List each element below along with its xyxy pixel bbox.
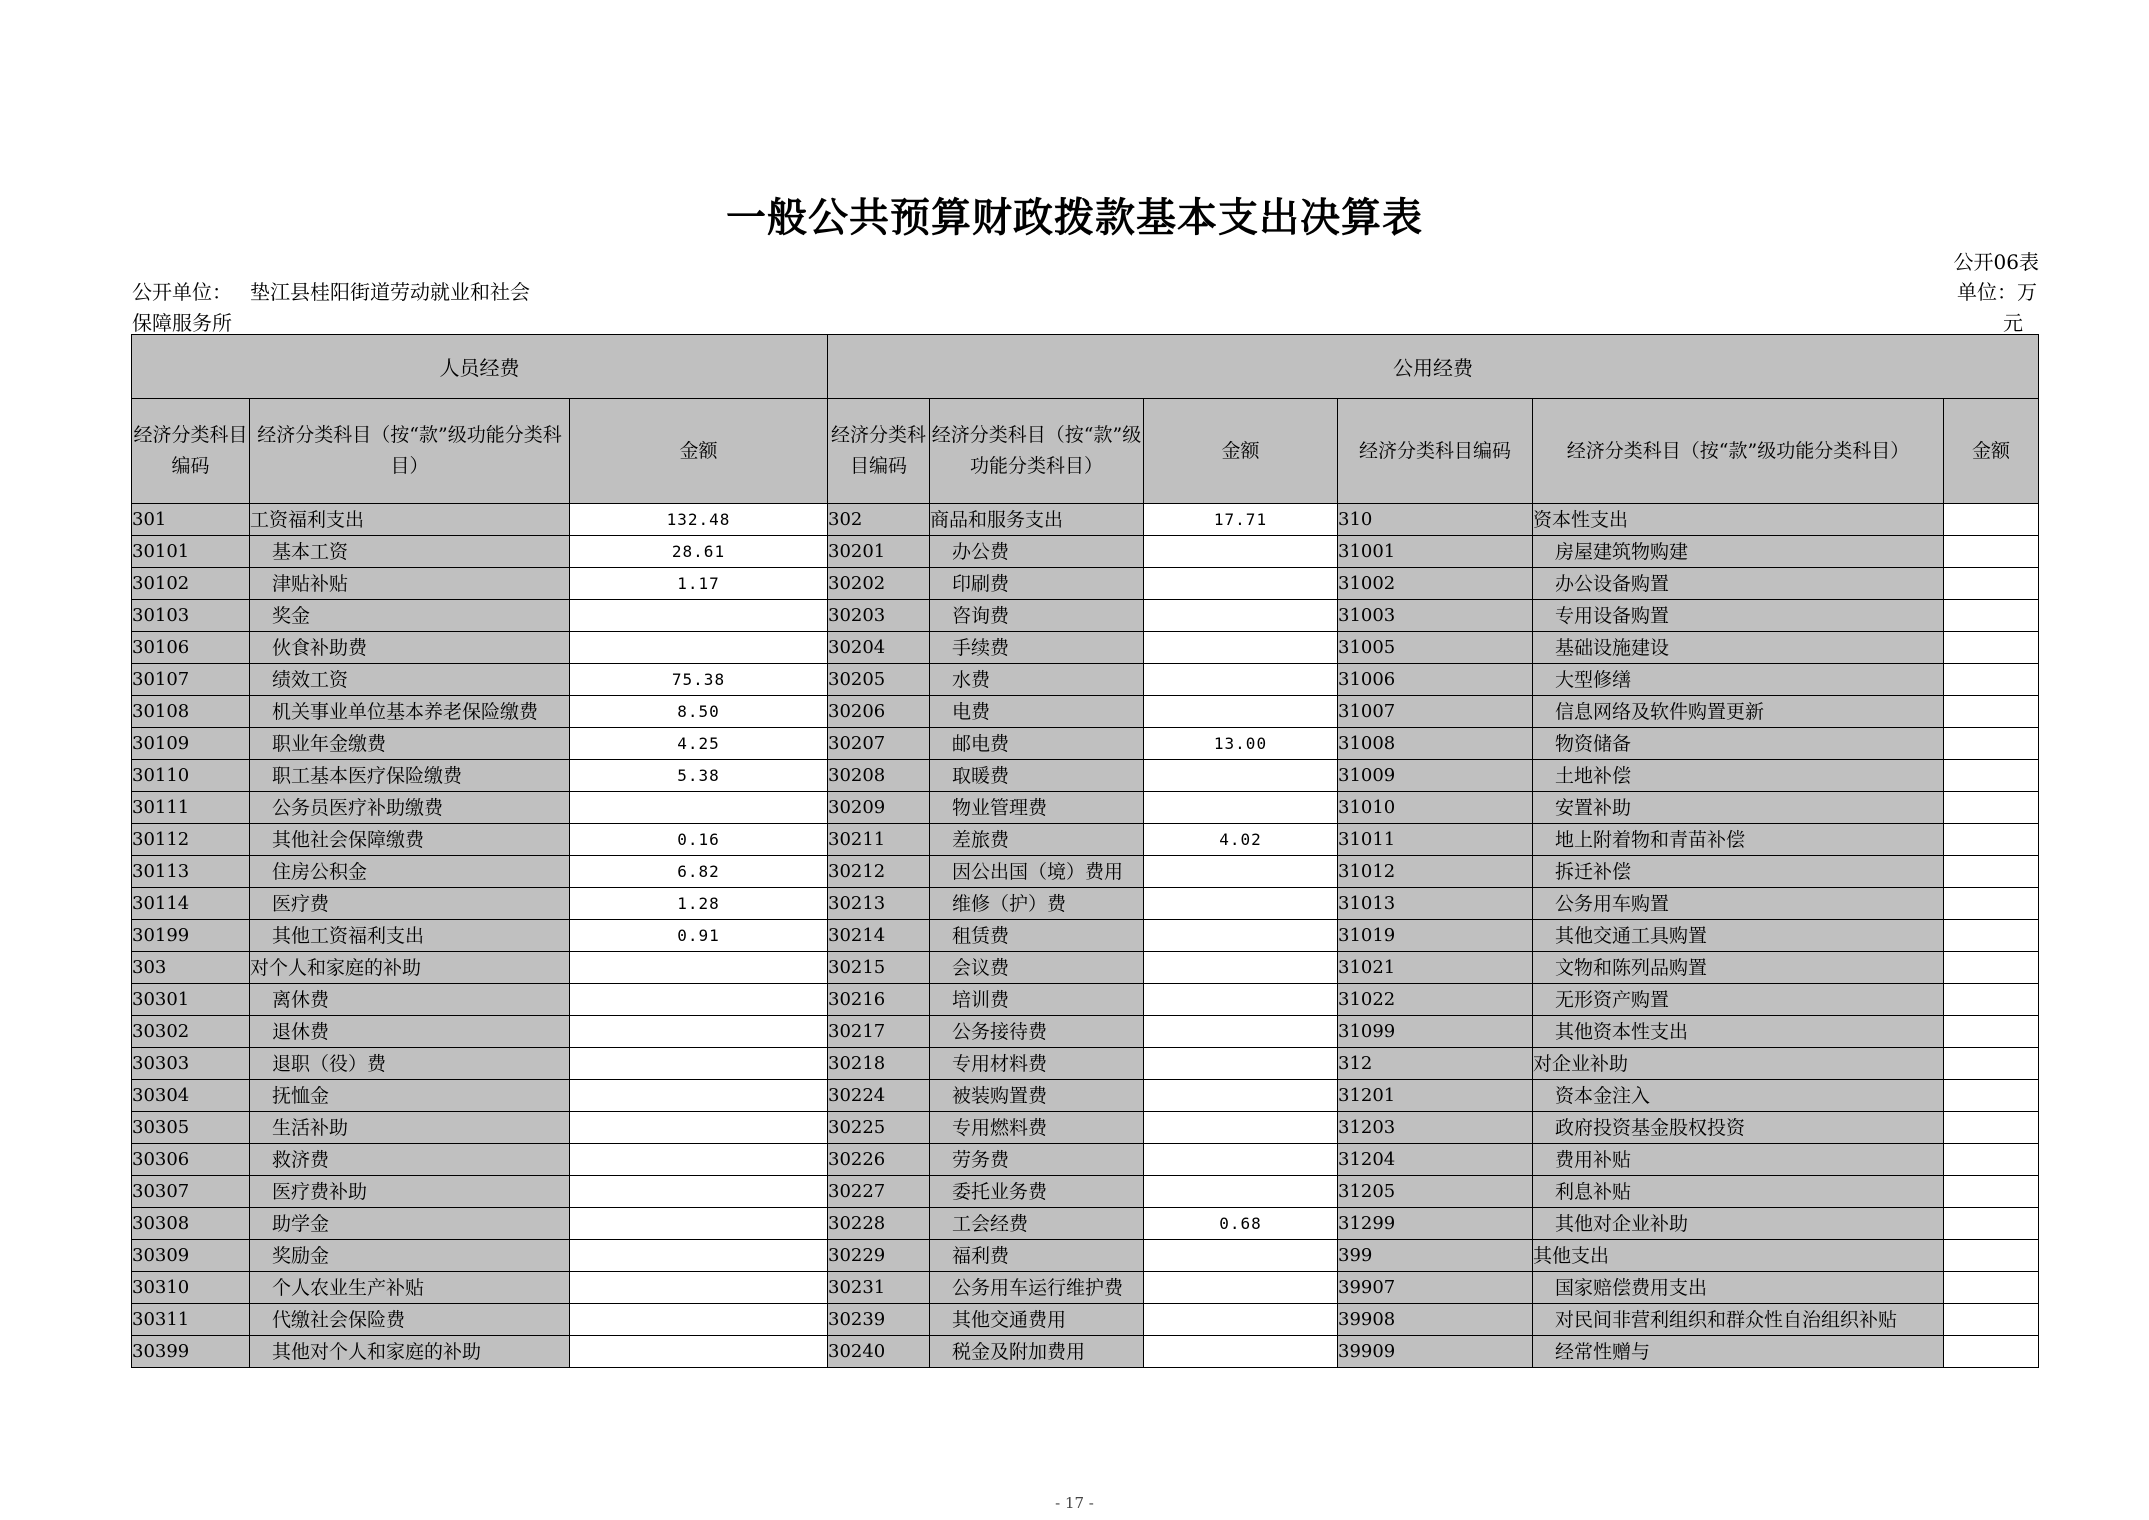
service-code-cell: 30204	[828, 632, 930, 664]
personnel-name-cell: 绩效工资	[250, 664, 570, 696]
capital-name-cell: 房屋建筑物购建	[1533, 536, 1944, 568]
service-name-cell: 工会经费	[930, 1208, 1144, 1240]
personnel-name-cell: 离休费	[250, 984, 570, 1016]
personnel-amount-cell	[570, 952, 828, 984]
service-name-cell: 邮电费	[930, 728, 1144, 760]
table-row	[132, 696, 2039, 728]
personnel-code-cell: 30310	[132, 1272, 250, 1304]
capital-amount-cell	[1944, 1304, 2039, 1336]
capital-amount-cell	[1944, 984, 2039, 1016]
capital-code-cell: 31012	[1338, 856, 1533, 888]
col-header-capital-code: 经济分类科目编码	[1338, 399, 1533, 504]
service-amount-cell	[1144, 1336, 1338, 1368]
capital-amount-cell	[1944, 600, 2039, 632]
personnel-name-cell: 机关事业单位基本养老保险缴费	[250, 696, 570, 728]
service-amount-cell	[1144, 536, 1338, 568]
personnel-name-cell: 职业年金缴费	[250, 728, 570, 760]
personnel-code-cell: 30304	[132, 1080, 250, 1112]
table-row	[132, 792, 2039, 824]
service-name-cell: 专用材料费	[930, 1048, 1144, 1080]
personnel-code-cell: 301	[132, 504, 250, 536]
capital-name-cell: 办公设备购置	[1533, 568, 1944, 600]
reporting-unit	[132, 277, 530, 339]
service-amount-cell	[1144, 984, 1338, 1016]
service-amount-cell	[1144, 856, 1338, 888]
personnel-code-cell: 30301	[132, 984, 250, 1016]
capital-amount-cell	[1944, 1048, 2039, 1080]
capital-amount-cell	[1944, 1112, 2039, 1144]
service-amount-cell: 13.00	[1144, 728, 1338, 760]
currency-line2: 元	[2003, 311, 2023, 335]
personnel-amount-cell: 0.16	[570, 824, 828, 856]
personnel-name-cell: 对个人和家庭的补助	[250, 952, 570, 984]
service-name-cell: 物业管理费	[930, 792, 1144, 824]
personnel-name-cell: 助学金	[250, 1208, 570, 1240]
capital-amount-cell	[1944, 664, 2039, 696]
service-name-cell: 手续费	[930, 632, 1144, 664]
capital-name-cell: 无形资产购置	[1533, 984, 1944, 1016]
personnel-code-cell: 30307	[132, 1176, 250, 1208]
personnel-name-cell: 个人农业生产补贴	[250, 1272, 570, 1304]
service-code-cell: 30211	[828, 824, 930, 856]
service-amount-cell	[1144, 600, 1338, 632]
table-row	[132, 760, 2039, 792]
table-row	[132, 1176, 2039, 1208]
capital-name-cell: 安置补助	[1533, 792, 1944, 824]
service-amount-cell: 4.02	[1144, 824, 1338, 856]
service-code-cell: 30226	[828, 1144, 930, 1176]
capital-code-cell: 31002	[1338, 568, 1533, 600]
personnel-code-cell: 30108	[132, 696, 250, 728]
col-header-personnel-name: 经济分类科目（按“款”级功能分类科目）	[250, 399, 570, 504]
capital-amount-cell	[1944, 856, 2039, 888]
personnel-name-cell: 救济费	[250, 1144, 570, 1176]
personnel-code-cell: 30106	[132, 632, 250, 664]
service-amount-cell	[1144, 888, 1338, 920]
capital-name-cell: 信息网络及软件购置更新	[1533, 696, 1944, 728]
capital-amount-cell	[1944, 1336, 2039, 1368]
capital-name-cell: 基础设施建设	[1533, 632, 1944, 664]
service-code-cell: 30225	[828, 1112, 930, 1144]
service-code-cell: 30201	[828, 536, 930, 568]
table-row	[132, 568, 2039, 600]
service-amount-cell	[1144, 1240, 1338, 1272]
service-amount-cell	[1144, 760, 1338, 792]
personnel-name-cell: 生活补助	[250, 1112, 570, 1144]
table-row	[132, 728, 2039, 760]
capital-name-cell: 政府投资基金股权投资	[1533, 1112, 1944, 1144]
capital-code-cell: 31011	[1338, 824, 1533, 856]
capital-name-cell: 拆迁补偿	[1533, 856, 1944, 888]
currency-unit	[1957, 277, 2037, 339]
personnel-name-cell: 医疗费补助	[250, 1176, 570, 1208]
personnel-amount-cell	[570, 984, 828, 1016]
service-code-cell: 30214	[828, 920, 930, 952]
service-name-cell: 咨询费	[930, 600, 1144, 632]
personnel-code-cell: 30112	[132, 824, 250, 856]
personnel-code-cell: 30399	[132, 1336, 250, 1368]
personnel-name-cell: 其他对个人和家庭的补助	[250, 1336, 570, 1368]
service-code-cell: 30213	[828, 888, 930, 920]
capital-code-cell: 31007	[1338, 696, 1533, 728]
capital-code-cell: 31205	[1338, 1176, 1533, 1208]
capital-code-cell: 31203	[1338, 1112, 1533, 1144]
capital-name-cell: 资本性支出	[1533, 504, 1944, 536]
capital-amount-cell	[1944, 696, 2039, 728]
capital-amount-cell	[1944, 824, 2039, 856]
personnel-code-cell: 30114	[132, 888, 250, 920]
personnel-amount-cell	[570, 1176, 828, 1208]
col-header-service-code: 经济分类科目编码	[828, 399, 930, 504]
personnel-code-cell: 30306	[132, 1144, 250, 1176]
capital-amount-cell	[1944, 1208, 2039, 1240]
unit-label: 公开单位：	[132, 280, 232, 304]
capital-code-cell: 39908	[1338, 1304, 1533, 1336]
unit-name-line1: 垫江县桂阳街道劳动就业和社会	[250, 280, 530, 304]
capital-amount-cell	[1944, 792, 2039, 824]
service-amount-cell	[1144, 568, 1338, 600]
service-code-cell: 30217	[828, 1016, 930, 1048]
capital-name-cell: 其他对企业补助	[1533, 1208, 1944, 1240]
capital-name-cell: 资本金注入	[1533, 1080, 1944, 1112]
table-row	[132, 1144, 2039, 1176]
capital-amount-cell	[1944, 1016, 2039, 1048]
service-amount-cell	[1144, 1048, 1338, 1080]
table-body	[132, 504, 2039, 1368]
service-code-cell: 30208	[828, 760, 930, 792]
col-header-capital-amount: 金额	[1944, 399, 2039, 504]
service-amount-cell	[1144, 1016, 1338, 1048]
capital-amount-cell	[1944, 568, 2039, 600]
service-amount-cell	[1144, 792, 1338, 824]
service-code-cell: 30202	[828, 568, 930, 600]
service-code-cell: 30215	[828, 952, 930, 984]
capital-amount-cell	[1944, 1272, 2039, 1304]
personnel-amount-cell	[570, 1272, 828, 1304]
service-name-cell: 办公费	[930, 536, 1144, 568]
capital-name-cell: 国家赔偿费用支出	[1533, 1272, 1944, 1304]
personnel-name-cell: 公务员医疗补助缴费	[250, 792, 570, 824]
table-row	[132, 920, 2039, 952]
capital-code-cell: 31204	[1338, 1144, 1533, 1176]
service-amount-cell	[1144, 1272, 1338, 1304]
col-header-service-name: 经济分类科目（按“款”级功能分类科目）	[930, 399, 1144, 504]
personnel-amount-cell	[570, 632, 828, 664]
service-name-cell: 会议费	[930, 952, 1144, 984]
table-row	[132, 824, 2039, 856]
capital-name-cell: 费用补贴	[1533, 1144, 1944, 1176]
service-amount-cell	[1144, 664, 1338, 696]
personnel-name-cell: 津贴补贴	[250, 568, 570, 600]
service-amount-cell	[1144, 1144, 1338, 1176]
capital-name-cell: 土地补偿	[1533, 760, 1944, 792]
service-name-cell: 专用燃料费	[930, 1112, 1144, 1144]
table-row	[132, 600, 2039, 632]
service-amount-cell: 17.71	[1144, 504, 1338, 536]
service-name-cell: 水费	[930, 664, 1144, 696]
personnel-amount-cell: 132.48	[570, 504, 828, 536]
form-number: 公开06表	[1953, 250, 2039, 274]
service-code-cell: 30203	[828, 600, 930, 632]
personnel-amount-cell: 5.38	[570, 760, 828, 792]
personnel-code-cell: 30101	[132, 536, 250, 568]
personnel-name-cell: 奖励金	[250, 1240, 570, 1272]
personnel-code-cell: 30311	[132, 1304, 250, 1336]
table-row	[132, 984, 2039, 1016]
personnel-code-cell: 30113	[132, 856, 250, 888]
capital-name-cell: 对民间非营利组织和群众性自治组织补贴	[1533, 1304, 1944, 1336]
personnel-amount-cell	[570, 600, 828, 632]
personnel-amount-cell	[570, 1016, 828, 1048]
personnel-code-cell: 30103	[132, 600, 250, 632]
personnel-code-cell: 30111	[132, 792, 250, 824]
service-name-cell: 维修（护）费	[930, 888, 1144, 920]
capital-code-cell: 31013	[1338, 888, 1533, 920]
table-row	[132, 664, 2039, 696]
capital-amount-cell	[1944, 504, 2039, 536]
personnel-amount-cell	[570, 792, 828, 824]
personnel-code-cell: 30308	[132, 1208, 250, 1240]
service-amount-cell: 0.68	[1144, 1208, 1338, 1240]
expenditure-table	[131, 334, 2039, 1368]
personnel-amount-cell	[570, 1048, 828, 1080]
capital-amount-cell	[1944, 760, 2039, 792]
capital-code-cell: 31009	[1338, 760, 1533, 792]
col-header-personnel-amount: 金额	[570, 399, 828, 504]
service-amount-cell	[1144, 1080, 1338, 1112]
personnel-name-cell: 抚恤金	[250, 1080, 570, 1112]
capital-code-cell: 31021	[1338, 952, 1533, 984]
capital-amount-cell	[1944, 1080, 2039, 1112]
personnel-code-cell: 30102	[132, 568, 250, 600]
service-amount-cell	[1144, 1176, 1338, 1208]
unit-name-line2: 保障服务所	[132, 311, 232, 335]
capital-code-cell: 31001	[1338, 536, 1533, 568]
service-code-cell: 30239	[828, 1304, 930, 1336]
capital-code-cell: 31008	[1338, 728, 1533, 760]
personnel-amount-cell	[570, 1112, 828, 1144]
service-name-cell: 税金及附加费用	[930, 1336, 1144, 1368]
personnel-code-cell: 30309	[132, 1240, 250, 1272]
personnel-name-cell: 退休费	[250, 1016, 570, 1048]
capital-amount-cell	[1944, 888, 2039, 920]
table-row	[132, 1304, 2039, 1336]
service-amount-cell	[1144, 632, 1338, 664]
service-amount-cell	[1144, 1304, 1338, 1336]
page-title: 一般公共预算财政拨款基本支出决算表	[726, 194, 1423, 241]
personnel-amount-cell	[570, 1208, 828, 1240]
service-name-cell: 取暖费	[930, 760, 1144, 792]
table-row	[132, 1016, 2039, 1048]
service-amount-cell	[1144, 952, 1338, 984]
service-name-cell: 印刷费	[930, 568, 1144, 600]
personnel-code-cell: 30305	[132, 1112, 250, 1144]
personnel-amount-cell: 0.91	[570, 920, 828, 952]
table-row	[132, 856, 2039, 888]
capital-code-cell: 39909	[1338, 1336, 1533, 1368]
table-row	[132, 1272, 2039, 1304]
capital-name-cell: 其他交通工具购置	[1533, 920, 1944, 952]
table-row	[132, 536, 2039, 568]
service-code-cell: 30206	[828, 696, 930, 728]
capital-amount-cell	[1944, 536, 2039, 568]
capital-name-cell: 经常性赠与	[1533, 1336, 1944, 1368]
table-row	[132, 952, 2039, 984]
table-row	[132, 1336, 2039, 1368]
service-code-cell: 302	[828, 504, 930, 536]
personnel-amount-cell: 75.38	[570, 664, 828, 696]
service-code-cell: 30205	[828, 664, 930, 696]
capital-amount-cell	[1944, 1144, 2039, 1176]
service-name-cell: 商品和服务支出	[930, 504, 1144, 536]
service-code-cell: 30218	[828, 1048, 930, 1080]
col-header-capital-name: 经济分类科目（按“款”级功能分类科目）	[1533, 399, 1944, 504]
capital-name-cell: 对企业补助	[1533, 1048, 1944, 1080]
capital-code-cell: 31201	[1338, 1080, 1533, 1112]
service-code-cell: 30227	[828, 1176, 930, 1208]
personnel-name-cell: 奖金	[250, 600, 570, 632]
personnel-name-cell: 代缴社会保险费	[250, 1304, 570, 1336]
table-row	[132, 1208, 2039, 1240]
personnel-name-cell: 住房公积金	[250, 856, 570, 888]
service-code-cell: 30229	[828, 1240, 930, 1272]
personnel-code-cell: 303	[132, 952, 250, 984]
personnel-amount-cell: 6.82	[570, 856, 828, 888]
personnel-name-cell: 其他社会保障缴费	[250, 824, 570, 856]
capital-amount-cell	[1944, 632, 2039, 664]
capital-code-cell: 39907	[1338, 1272, 1533, 1304]
table-row	[132, 504, 2039, 536]
personnel-name-cell: 退职（役）费	[250, 1048, 570, 1080]
capital-name-cell: 其他支出	[1533, 1240, 1944, 1272]
section-public-header: 公用经费	[828, 335, 2039, 399]
personnel-amount-cell	[570, 1080, 828, 1112]
capital-code-cell: 31005	[1338, 632, 1533, 664]
capital-name-cell: 公务用车购置	[1533, 888, 1944, 920]
capital-amount-cell	[1944, 1176, 2039, 1208]
table-row	[132, 888, 2039, 920]
col-header-service-amount: 金额	[1144, 399, 1338, 504]
service-name-cell: 公务用车运行维护费	[930, 1272, 1144, 1304]
table-row	[132, 1112, 2039, 1144]
service-name-cell: 因公出国（境）费用	[930, 856, 1144, 888]
personnel-code-cell: 30107	[132, 664, 250, 696]
personnel-amount-cell	[570, 1304, 828, 1336]
personnel-amount-cell	[570, 1240, 828, 1272]
service-name-cell: 委托业务费	[930, 1176, 1144, 1208]
service-amount-cell	[1144, 696, 1338, 728]
service-code-cell: 30224	[828, 1080, 930, 1112]
capital-code-cell: 312	[1338, 1048, 1533, 1080]
service-code-cell: 30216	[828, 984, 930, 1016]
service-name-cell: 差旅费	[930, 824, 1144, 856]
capital-name-cell: 文物和陈列品购置	[1533, 952, 1944, 984]
service-code-cell: 30212	[828, 856, 930, 888]
service-name-cell: 租赁费	[930, 920, 1144, 952]
service-name-cell: 培训费	[930, 984, 1144, 1016]
col-header-personnel-code: 经济分类科目编码	[132, 399, 250, 504]
personnel-name-cell: 职工基本医疗保险缴费	[250, 760, 570, 792]
personnel-amount-cell	[570, 1336, 828, 1368]
personnel-code-cell: 30110	[132, 760, 250, 792]
service-name-cell: 劳务费	[930, 1144, 1144, 1176]
table-row	[132, 1048, 2039, 1080]
capital-name-cell: 地上附着物和青苗补偿	[1533, 824, 1944, 856]
capital-name-cell: 专用设备购置	[1533, 600, 1944, 632]
capital-code-cell: 31022	[1338, 984, 1533, 1016]
service-amount-cell	[1144, 920, 1338, 952]
personnel-name-cell: 基本工资	[250, 536, 570, 568]
service-code-cell: 30209	[828, 792, 930, 824]
capital-code-cell: 31299	[1338, 1208, 1533, 1240]
table-row	[132, 1240, 2039, 1272]
service-amount-cell	[1144, 1112, 1338, 1144]
service-name-cell: 其他交通费用	[930, 1304, 1144, 1336]
personnel-code-cell: 30199	[132, 920, 250, 952]
capital-code-cell: 31099	[1338, 1016, 1533, 1048]
capital-amount-cell	[1944, 920, 2039, 952]
personnel-code-cell: 30302	[132, 1016, 250, 1048]
page-number: - 17 -	[1055, 1494, 1094, 1512]
personnel-amount-cell: 1.17	[570, 568, 828, 600]
service-code-cell: 30240	[828, 1336, 930, 1368]
capital-code-cell: 31019	[1338, 920, 1533, 952]
personnel-amount-cell: 8.50	[570, 696, 828, 728]
capital-amount-cell	[1944, 728, 2039, 760]
personnel-name-cell: 其他工资福利支出	[250, 920, 570, 952]
service-code-cell: 30207	[828, 728, 930, 760]
personnel-code-cell: 30109	[132, 728, 250, 760]
capital-amount-cell	[1944, 1240, 2039, 1272]
section-personnel-header: 人员经费	[132, 335, 828, 399]
currency-line1: 单位：万	[1957, 280, 2037, 304]
capital-code-cell: 31006	[1338, 664, 1533, 696]
capital-code-cell: 310	[1338, 504, 1533, 536]
capital-name-cell: 其他资本性支出	[1533, 1016, 1944, 1048]
capital-code-cell: 31003	[1338, 600, 1533, 632]
personnel-code-cell: 30303	[132, 1048, 250, 1080]
personnel-amount-cell: 1.28	[570, 888, 828, 920]
capital-amount-cell	[1944, 952, 2039, 984]
capital-code-cell: 31010	[1338, 792, 1533, 824]
service-name-cell: 福利费	[930, 1240, 1144, 1272]
table-row	[132, 632, 2039, 664]
service-code-cell: 30231	[828, 1272, 930, 1304]
capital-name-cell: 物资储备	[1533, 728, 1944, 760]
capital-name-cell: 大型修缮	[1533, 664, 1944, 696]
service-name-cell: 公务接待费	[930, 1016, 1144, 1048]
service-name-cell: 被装购置费	[930, 1080, 1144, 1112]
service-name-cell: 电费	[930, 696, 1144, 728]
personnel-amount-cell: 4.25	[570, 728, 828, 760]
service-code-cell: 30228	[828, 1208, 930, 1240]
personnel-amount-cell	[570, 1144, 828, 1176]
personnel-amount-cell: 28.61	[570, 536, 828, 568]
table-row	[132, 1080, 2039, 1112]
capital-name-cell: 利息补贴	[1533, 1176, 1944, 1208]
capital-code-cell: 399	[1338, 1240, 1533, 1272]
personnel-name-cell: 工资福利支出	[250, 504, 570, 536]
personnel-name-cell: 医疗费	[250, 888, 570, 920]
personnel-name-cell: 伙食补助费	[250, 632, 570, 664]
